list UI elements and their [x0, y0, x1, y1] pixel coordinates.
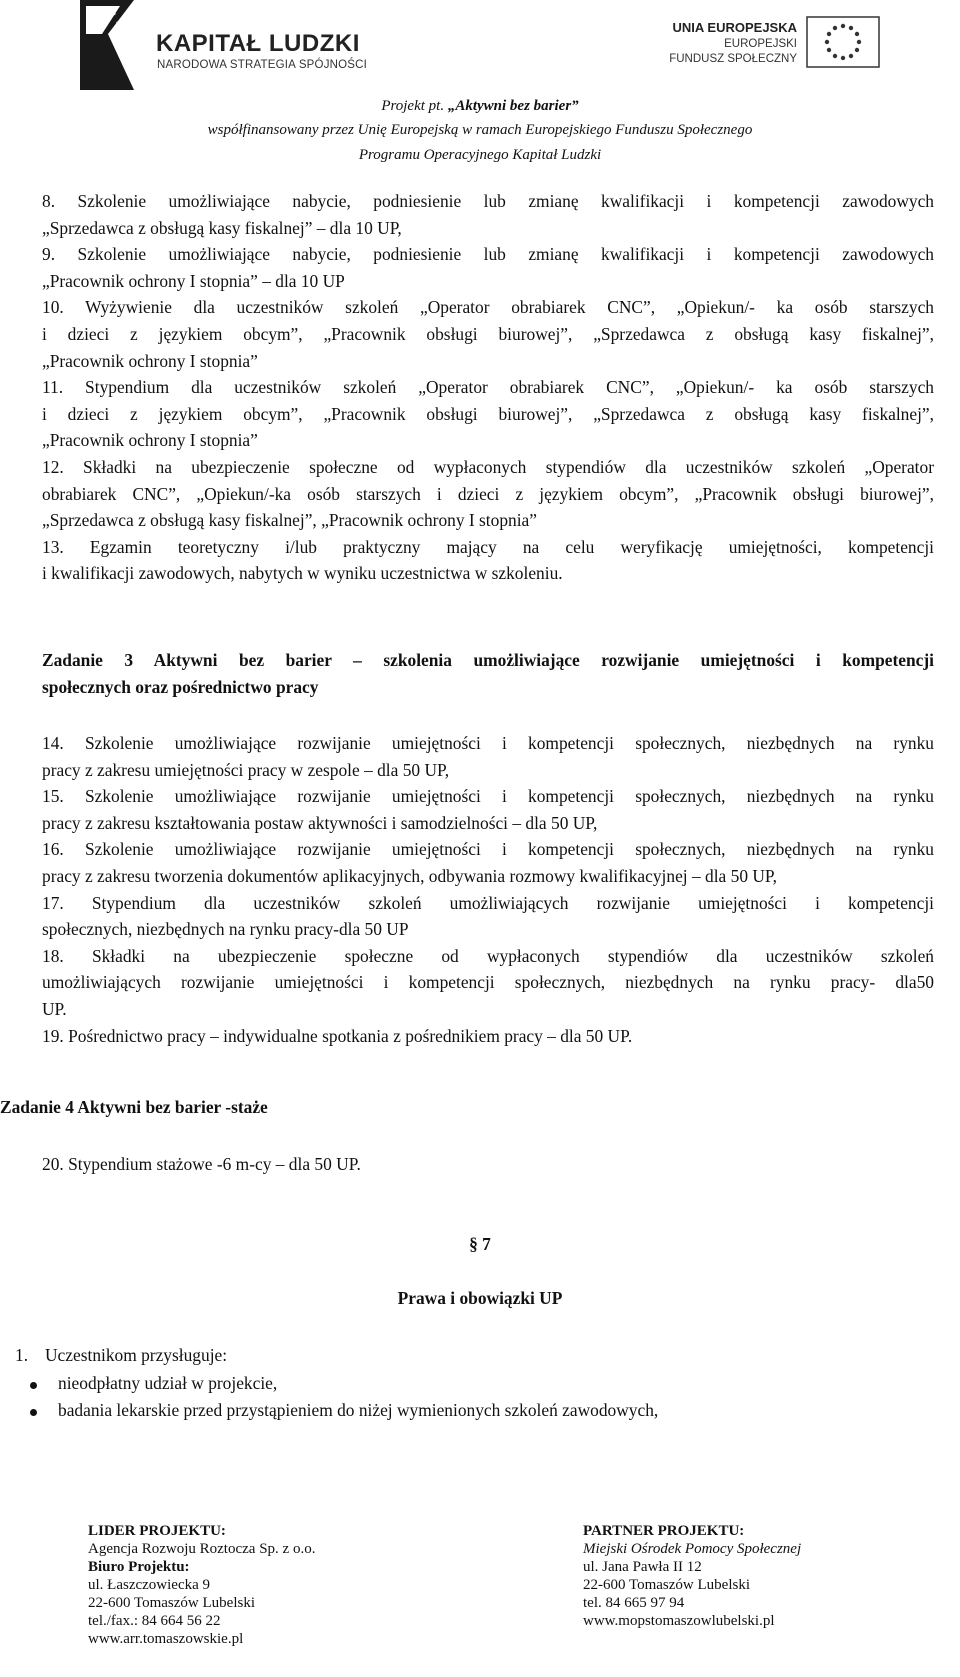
- footer-website: www.arr.tomaszowskie.pl: [88, 1631, 244, 1647]
- cofinanced-line: współfinansowany przez Unię Europejską w ramach Europejskiego Funduszu Społecznego: [207, 122, 753, 138]
- item-line: 11. Stypendium dla uczestników szkoleń „Operator obrabiarek CNC”, „Opiekun/- ka osób starszych: [42, 377, 934, 398]
- logo-subtitle: NARODOWA STRATEGIA SPÓJNOŚCI: [157, 59, 368, 71]
- list-item: [42, 188, 934, 241]
- page-header: [0, 0, 960, 185]
- footer-city: 22-600 Tomaszów Lubelski: [88, 1595, 255, 1611]
- item-line: „Pracownik ochrony I stopnia”: [42, 350, 258, 371]
- item-line: 17. Stypendium dla uczestników szkoleń umożliwiających rozwijanie umiejętności i kompetencji: [42, 892, 934, 913]
- item-line: 13. Egzamin teoretyczny i/lub praktyczny mający na celu weryfikację umiejętności, kompetencji: [42, 536, 934, 557]
- eu-logo: [640, 16, 880, 86]
- footer-label: LIDER PROJEKTU:: [88, 1523, 226, 1539]
- task4-heading: Zadanie 4 Aktywni bez barier -staże: [0, 1097, 268, 1117]
- item-line: 16. Szkolenie umożliwiające rozwijanie umiejętności i kompetencji społecznych, niezbędnych na rynku: [42, 839, 934, 860]
- item-line: „Sprzedawca z obsługą kasy fiskalnej”, „Pracownik ochrony I stopnia”: [42, 510, 537, 531]
- heading-line: społecznych oraz pośrednictwo pracy: [42, 676, 319, 697]
- bullet-icon: [30, 1409, 37, 1416]
- section-number: § 7: [469, 1234, 491, 1254]
- item-line: pracy z zakresu kształtowania postaw aktywności i samodzielności – dla 50 UP,: [42, 812, 598, 833]
- item-line: 19. Pośrednictwo pracy – indywidualne spotkania z pośrednikiem pracy – dla 50 UP.: [42, 1025, 633, 1046]
- bullet-text: badania lekarskie przed przystąpieniem do niżej wymienionych szkoleń zawodowych,: [58, 1400, 659, 1420]
- item-line: „Sprzedawca z obsługą kasy fiskalnej” – dla 10 UP,: [42, 217, 402, 238]
- item-line: „Pracownik ochrony I stopnia”: [42, 430, 258, 451]
- project-title: [0, 98, 960, 115]
- item-line: UP.: [42, 998, 67, 1019]
- kapital-ludzki-emblem-icon: [80, 0, 146, 90]
- project-prefix: Projekt pt.: [381, 98, 448, 114]
- list-item: [42, 454, 934, 534]
- footer-office-label: Biuro Projektu:: [88, 1559, 190, 1575]
- footer-partner: [583, 1522, 801, 1630]
- programme-line: Programu Operacyjnego Kapitał Ludzki: [358, 147, 602, 163]
- section-title: Prawa i obowiązki UP: [397, 1288, 563, 1308]
- list-item: [42, 241, 934, 294]
- item-line: 10. Wyżywienie dla uczestników szkoleń „Operator obrabiarek CNC”, „Opiekun/- ka osób starszych: [42, 297, 934, 318]
- footer-leader: [88, 1522, 315, 1648]
- task3-heading: [42, 647, 934, 700]
- item-line: 15. Szkolenie umożliwiające rozwijanie umiejętności i kompetencji społecznych, niezbędnych na rynku: [42, 786, 934, 807]
- item-20: [42, 1151, 934, 1178]
- items-block-a: [42, 188, 934, 587]
- items-block-b: [42, 730, 934, 1049]
- item-line: 12. Składki na ubezpieczenie społeczne od wypłaconych stypendiów dla uczestników szkoleń „Operator: [42, 456, 934, 477]
- list-item: [42, 836, 934, 889]
- list-item: [42, 890, 934, 943]
- item-line: „Pracownik ochrony I stopnia” – dla 10 UP: [42, 270, 345, 291]
- footer-label: PARTNER PROJEKTU:: [583, 1523, 745, 1539]
- list-number: 1.: [15, 1345, 29, 1365]
- footer-phone: tel./fax.: 84 664 56 22: [88, 1613, 221, 1629]
- heading-line: Zadanie 3 Aktywni bez barier – szkolenia umożliwiające rozwijanie umiejętności i kompetencji: [42, 650, 934, 670]
- eu-logo-line3: FUNDUSZ SPOŁECZNY: [669, 53, 797, 65]
- list-item: [42, 374, 934, 454]
- eu-flag-icon: [806, 16, 880, 68]
- bullet-icon: [30, 1382, 37, 1389]
- list-item: [42, 1023, 934, 1050]
- project-name: „Aktywni bez barier”: [447, 98, 579, 114]
- footer-street: ul. Łaszczowiecka 9: [88, 1577, 211, 1593]
- footer-phone: tel. 84 665 97 94: [583, 1595, 685, 1611]
- rights-intro-text: Uczestnikom przysługuje:: [45, 1345, 228, 1365]
- bullet-text: nieodpłatny udział w projekcie,: [58, 1373, 278, 1393]
- item-line: umożliwiających rozwijanie umiejętności i kompetencji społecznych, niezbędnych na rynku pracy- dla50: [42, 972, 934, 993]
- kapital-ludzki-logo: [80, 0, 380, 90]
- item-line: 9. Szkolenie umożliwiające nabycie, podniesienie lub zmianę kwalifikacji i kompetencji zawodowych: [42, 244, 934, 265]
- item-line: i dzieci z językiem obcym”, „Pracownik obsługi biurowej”, „Sprzedawca z obsługą kasy fiskalnej”,: [42, 323, 934, 344]
- list-item: [42, 294, 934, 374]
- eu-logo-line1: UNIA EUROPEJSKA: [672, 20, 797, 35]
- item-line: i kwalifikacji zawodowych, nabytych w wyniku uczestnictwa w szkoleniu.: [42, 563, 563, 584]
- footer-city: 22-600 Tomaszów Lubelski: [583, 1577, 750, 1593]
- list-item: [42, 783, 934, 836]
- list-item: [42, 730, 934, 783]
- item-line: 20. Stypendium stażowe -6 m-cy – dla 50 UP.: [42, 1154, 361, 1174]
- item-line: obrabiarek CNC”, „Opiekun/-ka osób starszych i dzieci z językiem obcym”, „Pracownik obsługi biurowej”,: [42, 483, 934, 504]
- list-item: [42, 534, 934, 587]
- item-line: 8. Szkolenie umożliwiające nabycie, podniesienie lub zmianę kwalifikacji i kompetencji zawodowych: [42, 191, 934, 211]
- footer-org-name: Miejski Ośrodek Pomocy Społecznej: [583, 1541, 802, 1557]
- item-line: pracy z zakresu umiejętności pracy w zespole – dla 50 UP,: [42, 759, 450, 780]
- logo-title: KAPITAŁ LUDZKI: [156, 30, 360, 57]
- item-line: pracy z zakresu tworzenia dokumentów aplikacyjnych, odbywania rozmowy kwalifikacyjnej – dla 50 UP,: [42, 865, 778, 886]
- item-line: 18. Składki na ubezpieczenie społeczne od wypłaconych stypendiów dla uczestników szkoleń: [42, 945, 934, 966]
- item-line: i dzieci z językiem obcym”, „Pracownik obsługi biurowej”, „Sprzedawca z obsługą kasy fiskalnej”,: [42, 403, 934, 424]
- item-line: 14. Szkolenie umożliwiające rozwijanie umiejętności i kompetencji społecznych, niezbędnych na rynku: [42, 733, 934, 753]
- footer-website: www.mopstomaszowlubelski.pl: [583, 1613, 775, 1629]
- footer-org-name: Agencja Rozwoju Roztocza Sp. z o.o.: [88, 1541, 316, 1557]
- section-mark: [0, 1234, 960, 1255]
- list-item: [42, 943, 934, 1023]
- footer-street: ul. Jana Pawła II 12: [583, 1559, 702, 1575]
- eu-logo-line2: EUROPEJSKI: [724, 38, 797, 50]
- item-line: społecznych, niezbędnych na rynku pracy-dla 50 UP: [42, 919, 409, 940]
